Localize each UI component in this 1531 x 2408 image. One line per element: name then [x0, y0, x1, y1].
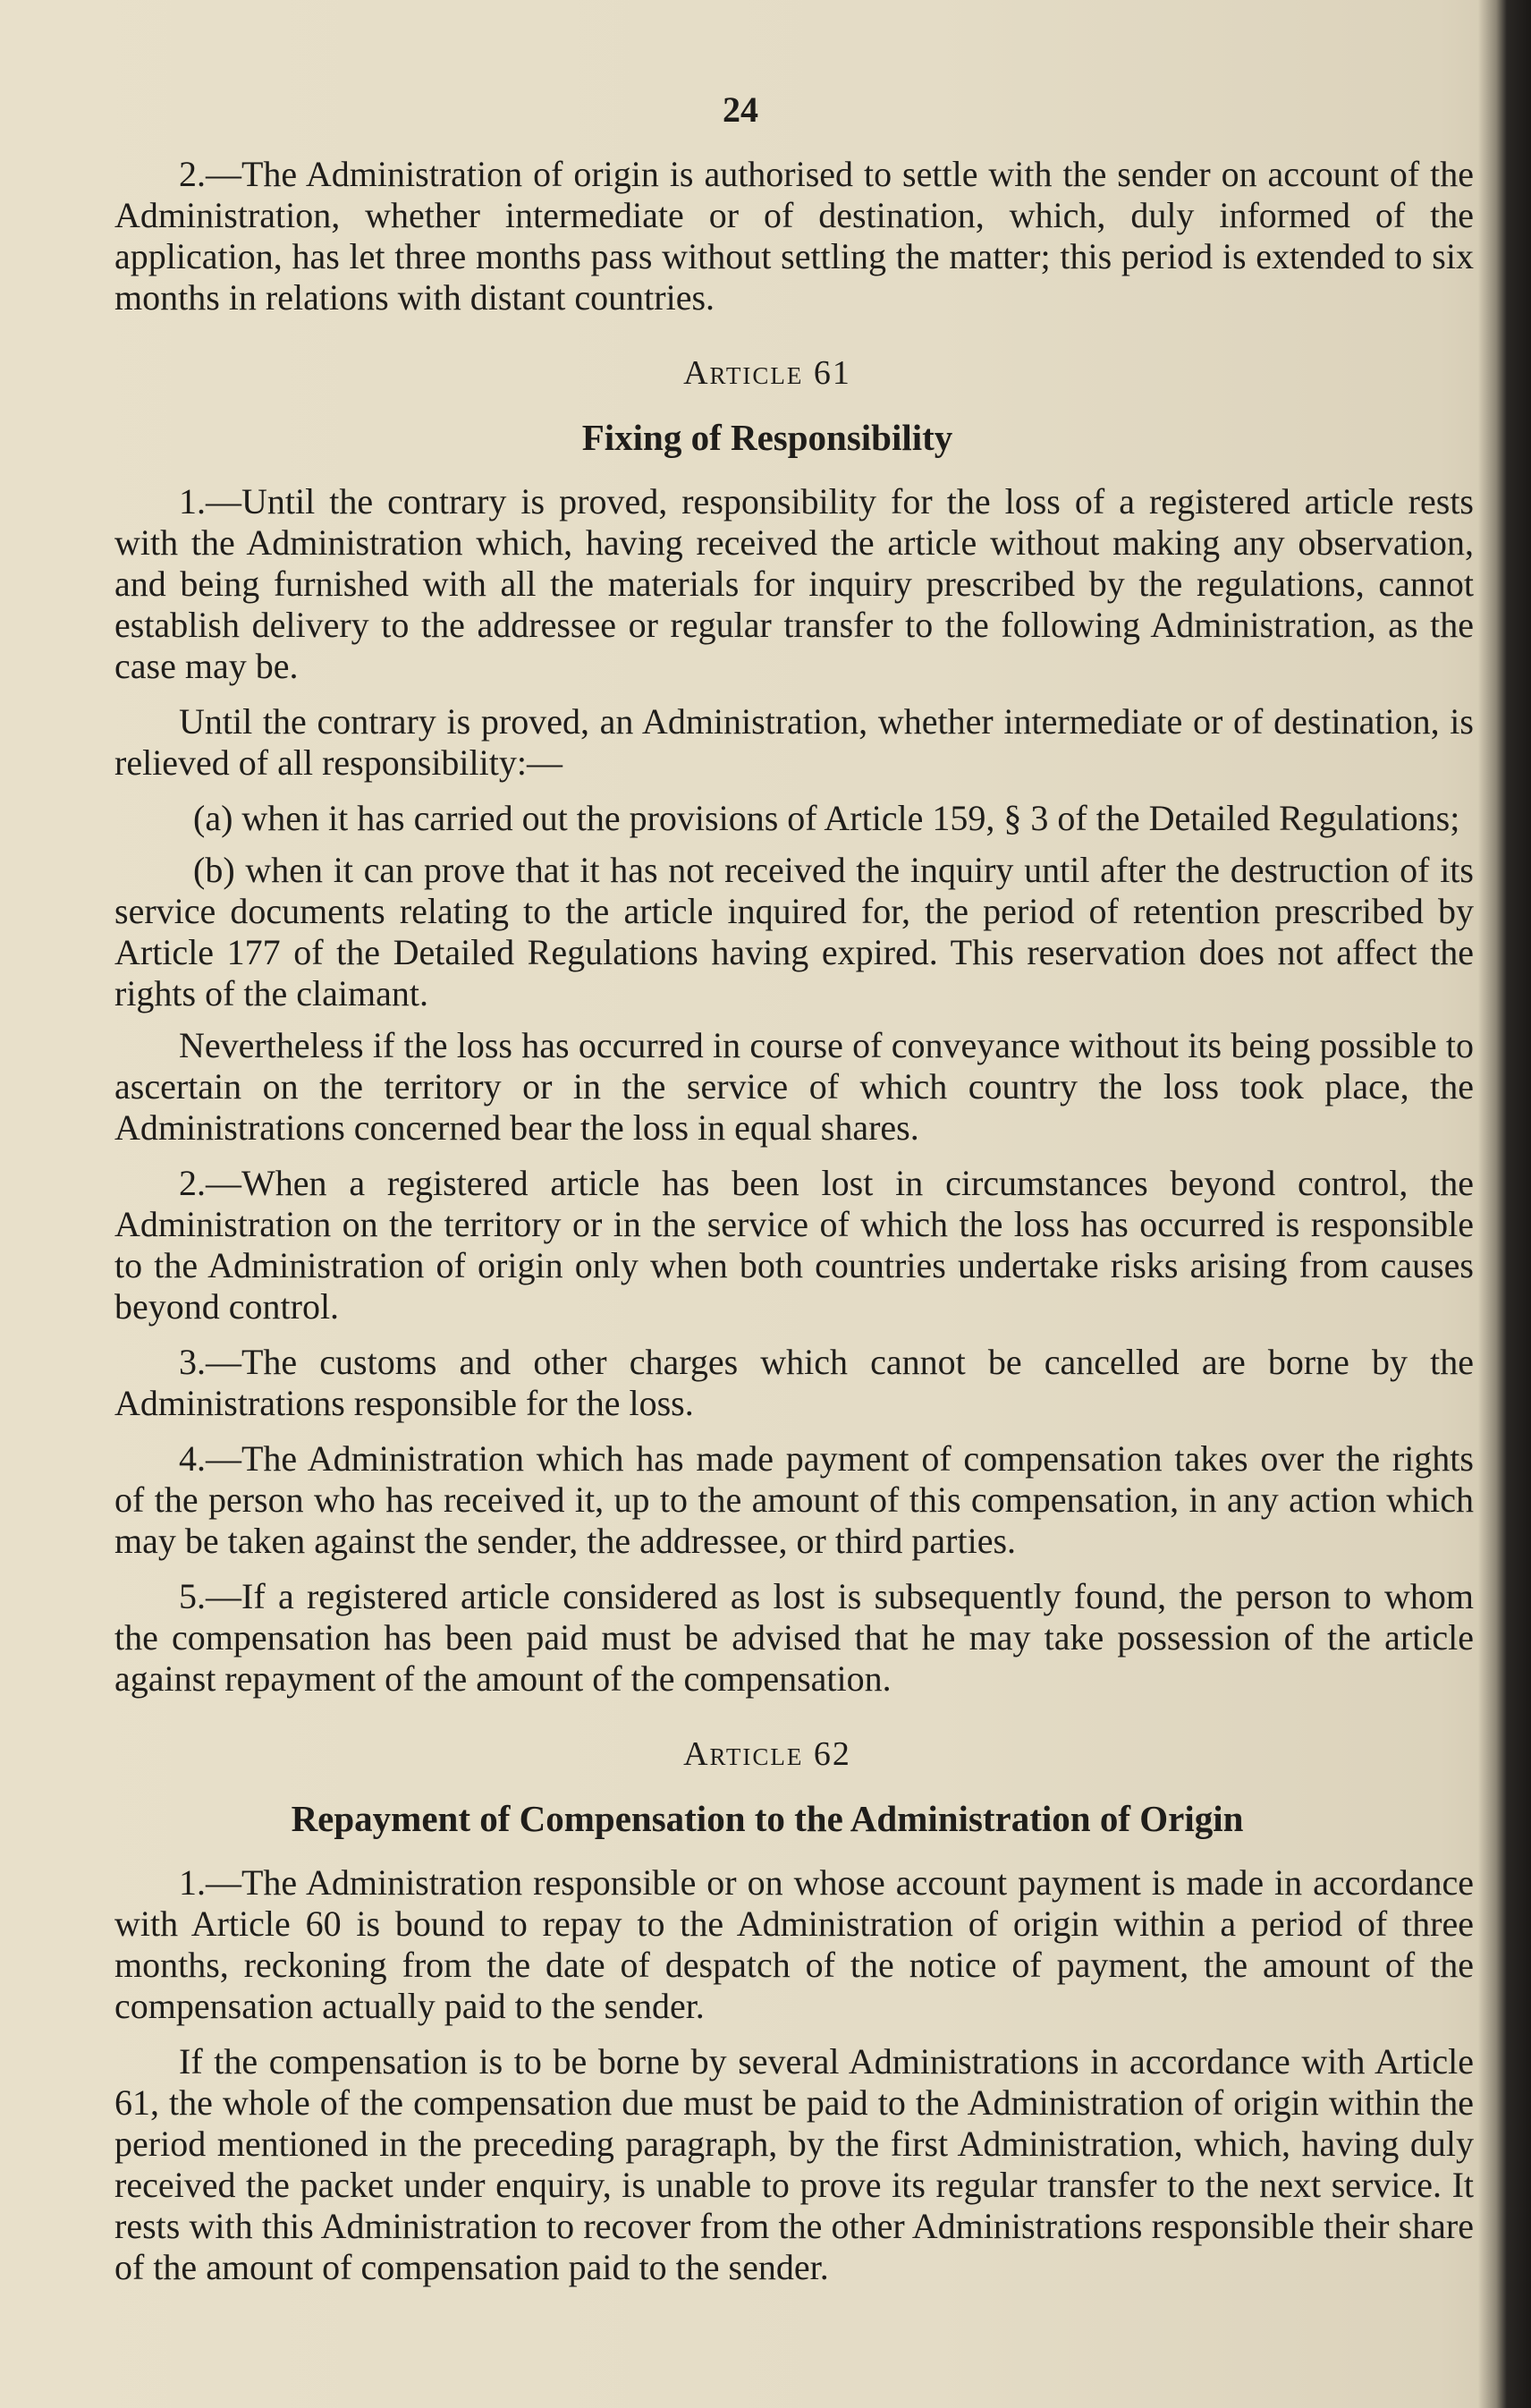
- article-61-paragraph-4: 2.—When a registered article has been lost in circumstances beyond control, the Administration on the territory or in the service of which the loss has occurred is responsible to the Administration of origin only when both countries undertake risks arising from causes beyond control.: [114, 1163, 1474, 1327]
- article-61-item-b: (b) when it can prove that it has not received the inquiry until after the destruction of its service documents relating to the article inquired for, the period of retention prescribed by Article 177 of the Detailed Regulations having expired. This reservation does not affect the rights of the claimant.: [114, 850, 1474, 1013]
- article-62-paragraph-2: If the compensation is to be borne by several Administrations in accordance with Article 61, the whole of the compensation due must be paid to the Administration of origin within the period mentioned in the preceding paragraph, by the first Administration, which, having duly received the packet under enquiry, is unable to prove its regular transfer to the next service. It rests with this Administration to recover from the other Administrations responsible their share of the amount of compensation paid to the sender.: [114, 2041, 1474, 2287]
- article-62-title: Repayment of Compensation to the Administration of Origin: [291, 1798, 1244, 1839]
- article-62-paragraph-1: 1.—The Administration responsible or on whose account payment is made in accordance with Article 60 is bound to repay to the Administration of origin within a period of three months, reckoning from the date of despatch of the notice of payment, the amount of the compensation actually paid to the sender.: [114, 1862, 1474, 2026]
- article-61-paragraph-3: Nevertheless if the loss has occurred in course of conveyance without its being possible to ascertain on the territory or in the service of which country the loss took place, the Administrations concerned bear the loss in equal shares.: [114, 1025, 1474, 1148]
- article-61-item-a: (a) when it has carried out the provisions of Article 159, § 3 of the Detailed Regulations;: [193, 798, 1460, 838]
- article-61-paragraph-5: 3.—The customs and other charges which cannot be cancelled are borne by the Administrations responsible for the loss.: [114, 1342, 1474, 1423]
- article-62-label: Article 62: [683, 1735, 851, 1773]
- book-spine-shadow: [1477, 0, 1531, 2408]
- page-content: [114, 89, 1474, 2302]
- article-61-paragraph-7: 5.—If a registered article considered as lost is subsequently found, the person to whom the compensation has been paid must be advised that he may take possession of the article against repayment of the amount of the compensation.: [114, 1576, 1474, 1699]
- intro-paragraph: 2.—The Administration of origin is authorised to settle with the sender on account of the Administration, whether intermediate or of destination, which, duly informed of the application, has let three months pass without settling the matter; this period is extended to six months in relations with distant countries.: [114, 154, 1474, 318]
- article-61-title: Fixing of Responsibility: [581, 417, 953, 458]
- page-number: 24: [723, 89, 758, 130]
- article-61-paragraph-6: 4.—The Administration which has made payment of compensation takes over the rights of the person who has received it, up to the amount of this compensation, in any action which may be taken against the sender, the addressee, or third parties.: [114, 1438, 1474, 1561]
- article-61-label: Article 61: [683, 354, 851, 392]
- article-61-paragraph-2: Until the contrary is proved, an Administration, whether intermediate or of destination, is relieved of all responsibility:—: [114, 701, 1474, 783]
- article-61-paragraph-1: 1.—Until the contrary is proved, responsibility for the loss of a registered article rests with the Administration which, having received the article without making any observation, and being furnished with all the materials for inquiry prescribed by the regulations, cannot establish delivery to the addressee or regular transfer to the following Administration, as the case may be.: [114, 481, 1474, 686]
